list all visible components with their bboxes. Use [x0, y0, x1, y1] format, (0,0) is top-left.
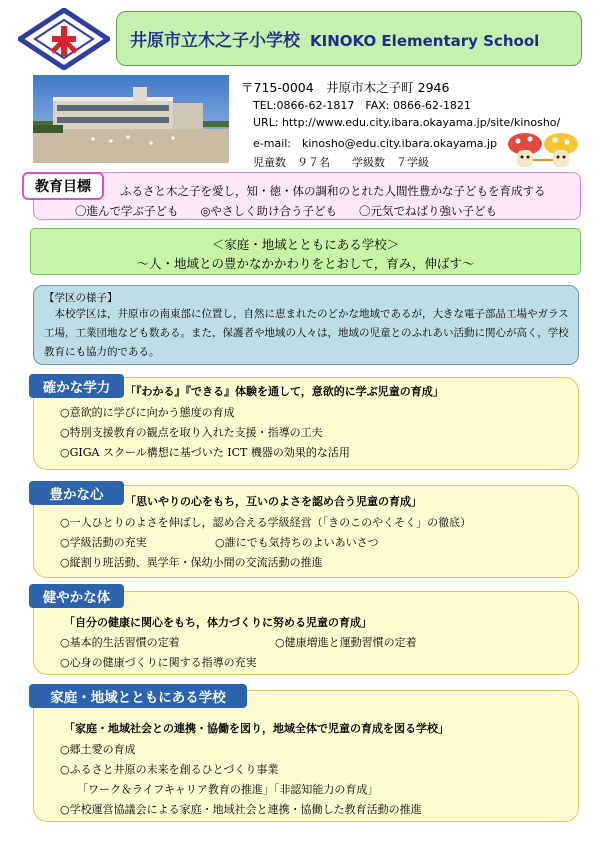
section-community-item: 「ワーク＆ライフキャリア教育の推進」「非認知能力の育成」	[77, 783, 379, 796]
url-link[interactable]: URL: http://www.edu.city.ibara.okayama.jp/site/kinosho/	[253, 116, 561, 129]
section-community-item: ○学校運営協議会による家庭・地域社会と連携・協働した教育活動の推進	[60, 803, 422, 816]
title-japanese: 井原市立木之子小学校	[130, 31, 300, 51]
goal-item: 〇進んで学ぶ子ども	[75, 204, 179, 218]
page-title	[130, 26, 539, 51]
section-academic-item: ○意欲的に学びに向かう態度の育成	[60, 406, 235, 419]
section-body-item: ○心身の健康づくりに関する指導の充実	[60, 656, 257, 669]
section-academic-item: ○GIGA スクール構想に基づいた ICT 機器の効果的な活用	[60, 446, 350, 459]
section-body-tab: 健やかな体	[29, 584, 124, 608]
section-heart-item: ○誰にでも気持ちのよいあいさつ	[215, 536, 379, 549]
section-heart-tagline: 「思いやりの心をもち，互いのよさを認め合う児童の育成」	[125, 495, 422, 508]
section-heart-item: ○一人ひとりのよさを伸ばし，認め合える学級経営（「きのこのやくそく」の徹底）	[60, 516, 472, 529]
address-text: 〒715-0004 井原市木之子町 2946	[241, 80, 450, 95]
section-community-tab: 家庭・地域とともにある学校	[29, 684, 247, 708]
motto-line-1: ＜家庭・地域とともにある学校＞	[211, 237, 400, 252]
section-academic-item: ○特別支援教育の観点を取り入れた支援・指導の工夫	[60, 426, 323, 439]
section-body-tagline: 「自分の健康に関心をもち，体力づくりに努める児童の育成」	[64, 616, 372, 629]
section-community-item: ○郷土愛の育成	[60, 743, 136, 756]
school-district-title: 【学区の様子】	[44, 292, 118, 304]
school-district-body: 本校学区は，井原市の南東部に位置し，自然に恵まれたのどかな地域であるが，大きな電子部品工場やガラス工場，工業団地なども数ある。また，保護者や地域の人々は，地域の児童とのふれあい活動に関心が高く，学校教育にも協力的である。	[44, 308, 569, 358]
goal-item: ◎やさしく助け合う子ども	[200, 204, 338, 218]
tel-fax-text: TEL:0866-62-1817 FAX: 0866-62-1821	[253, 99, 471, 112]
section-heart-item: ○学級活動の充実	[60, 536, 147, 549]
section-heart-tab: 豊かな心	[29, 481, 124, 505]
section-heart-item: ○縦割り班活動、異学年・保幼小間の交流活動の推進	[60, 556, 323, 569]
motto-line-2: ～人・地域との豊かなかかわりをとおして，育み，伸ばす～	[136, 256, 475, 271]
education-goal-main: ふるさと木之子を愛し，知・徳・体の調和のとれた人間性豊かな子どもを育成する	[120, 184, 546, 198]
email-link[interactable]: e-mail: kinosho@edu.city.ibara.okayama.jp	[253, 137, 498, 150]
student-class-counts: 児童数 ９７名 学級数 ７学級	[253, 156, 429, 169]
education-goal-items	[75, 203, 519, 219]
education-goals-label: 教育目標	[22, 172, 104, 200]
school-photo	[33, 75, 229, 163]
goal-item: 〇元気でねばり強い子ども	[359, 204, 498, 218]
title-english: KINOKO Elementary School	[310, 32, 540, 50]
section-body-item: ○基本的生活習慣の定着	[60, 636, 180, 649]
mushroom-mascot-icon	[505, 130, 583, 170]
section-community-item: ○ふるさと井原の未来を創るひとづくり事業	[60, 763, 279, 776]
section-academic-tab: 確かな学力	[29, 374, 124, 398]
school-emblem-icon	[18, 8, 110, 70]
section-body-item: ○健康増進と運動習慣の定着	[275, 636, 417, 649]
section-academic-tagline: 「『わかる』『できる』体験を通して，意欲的に学ぶ児童の育成」	[125, 385, 444, 398]
section-community-tagline: 「家庭・地域社会との連携・協働を図り，地域全体で児童の育成を図る学校」	[64, 722, 449, 735]
